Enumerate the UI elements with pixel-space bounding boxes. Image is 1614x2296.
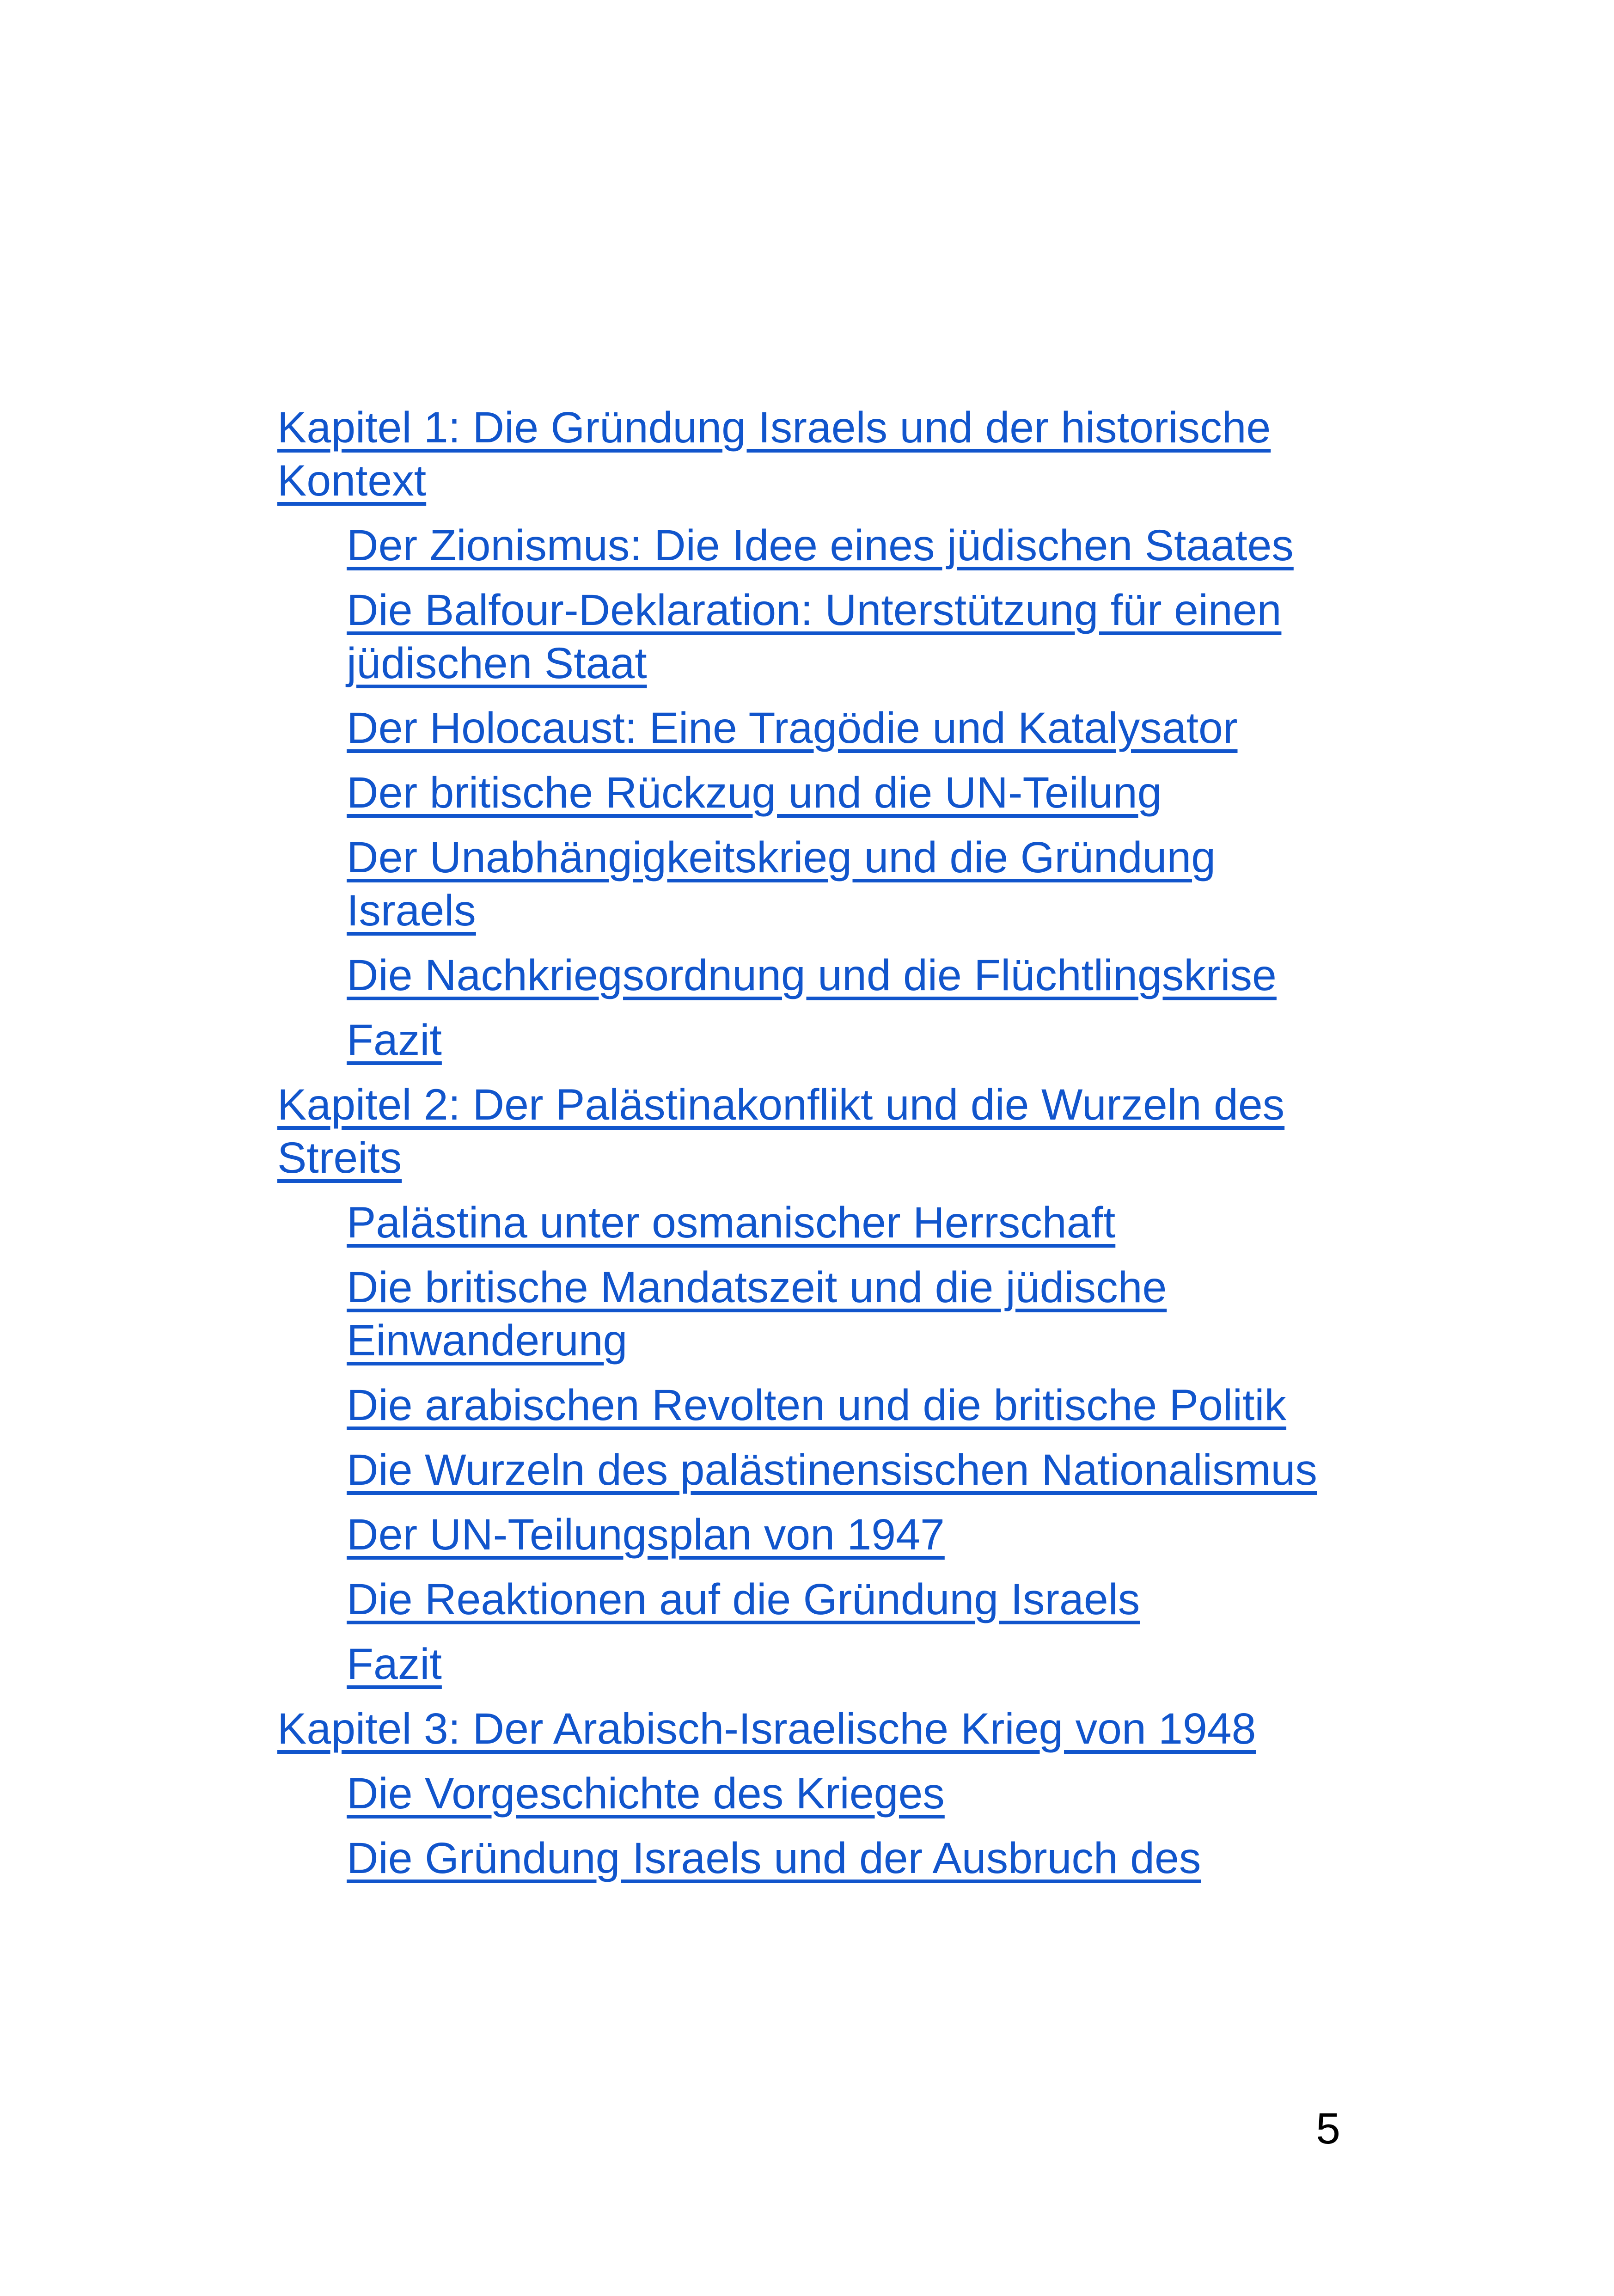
toc-section-link[interactable]: Die Balfour-Deklaration: Unterstützung für einen jüdischen Staat [347, 586, 1282, 688]
toc-section-link[interactable]: Die Nachkriegsordnung und die Flüchtlingskrise [347, 951, 1277, 1000]
toc-section-link[interactable]: Fazit [347, 1016, 442, 1065]
toc-section-link[interactable]: Der Unabhängigkeitskrieg und die Gründung Israels [347, 833, 1216, 935]
toc-section-link[interactable]: Die Reaktionen auf die Gründung Israels [347, 1575, 1140, 1624]
toc-chapter-3-link[interactable]: Kapitel 3: Der Arabisch-Israelische Krieg von 1948 [277, 1704, 1256, 1753]
toc-section-link[interactable]: Die Gründung Israels und der Ausbruch des [347, 1834, 1201, 1883]
toc-chapter-1-link[interactable]: Kapitel 1: Die Gründung Israels und der historische Kontext [277, 403, 1271, 505]
toc-section-link[interactable]: Die Vorgeschichte des Krieges [347, 1769, 945, 1818]
toc-chapter-2-link[interactable]: Kapitel 2: Der Palästinakonflikt und die Wurzeln des Streits [277, 1080, 1285, 1182]
table-of-contents [277, 401, 1350, 1897]
page-number: 5 [1316, 2104, 1340, 2153]
toc-section-link[interactable]: Die arabischen Revolten und die britische Politik [347, 1381, 1287, 1430]
toc-section-link[interactable]: Der Zionismus: Die Idee eines jüdischen Staates [347, 521, 1294, 570]
toc-section-link[interactable]: Palästina unter osmanischer Herrschaft [347, 1198, 1116, 1247]
toc-section-link[interactable]: Die Wurzeln des palästinensischen Nationalismus [347, 1445, 1317, 1494]
toc-section-link[interactable]: Fazit [347, 1640, 442, 1689]
toc-section-link[interactable]: Die britische Mandatszeit und die jüdische Einwanderung [347, 1263, 1167, 1365]
toc-section-link[interactable]: Der UN-Teilungsplan von 1947 [347, 1510, 945, 1559]
toc-section-link[interactable]: Der britische Rückzug und die UN-Teilung [347, 768, 1162, 817]
toc-section-link[interactable]: Der Holocaust: Eine Tragödie und Katalysator [347, 704, 1238, 753]
